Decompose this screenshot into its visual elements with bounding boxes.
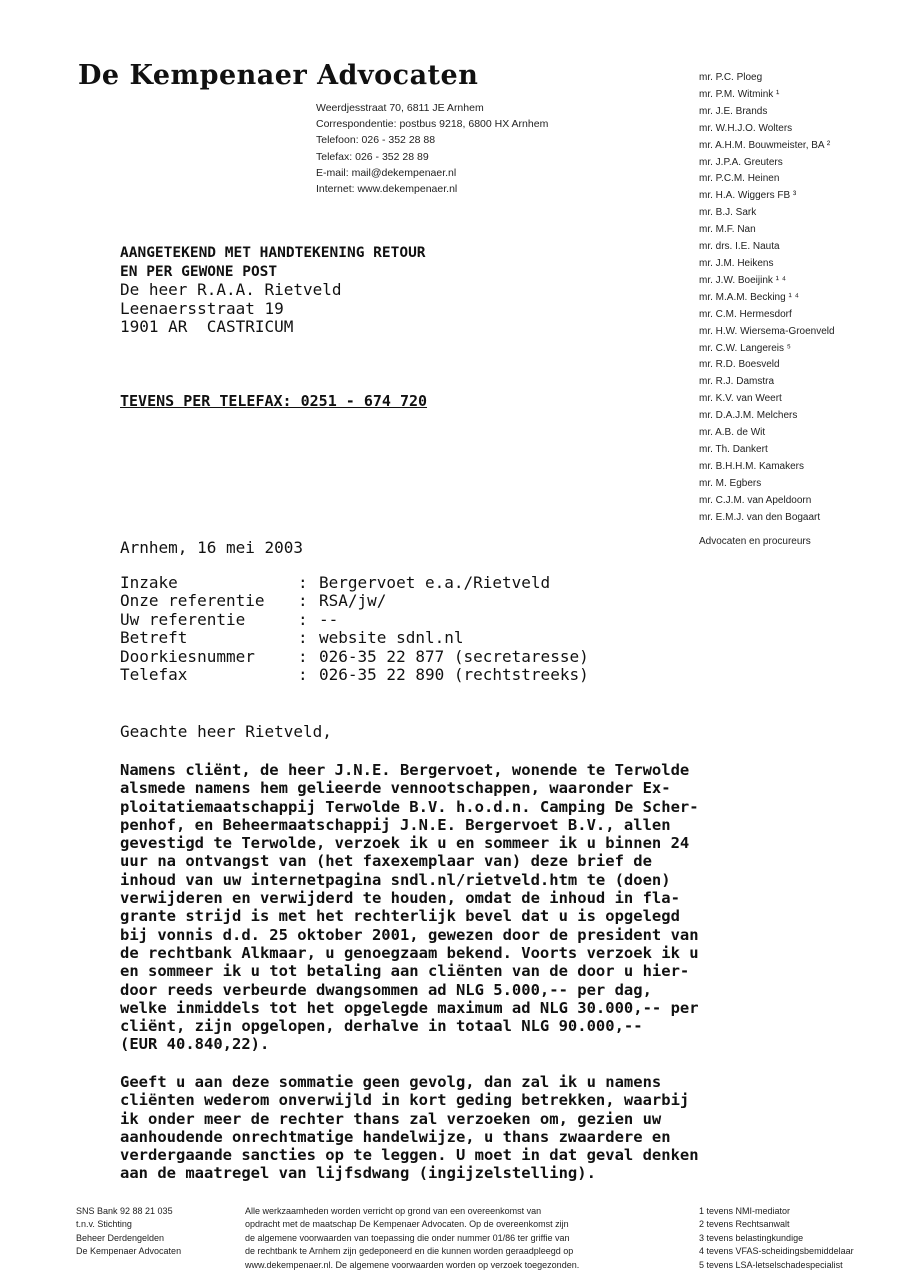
partner-name: mr. M.A.M. Becking ¹ ⁴ bbox=[699, 291, 799, 303]
partner-name: mr. D.A.J.M. Melchers bbox=[699, 410, 798, 422]
paragraph-line: Namens cliënt, de heer J.N.E. Bergervoet, wonende te Terwolde bbox=[120, 761, 690, 779]
footer-line: Beheer Derdengelden bbox=[76, 1232, 165, 1243]
footer-line: de rechtbank te Arnhem zijn gedeponeerd en die kunnen worden geraadpleegd op bbox=[245, 1246, 574, 1257]
footer-line: www.dekempenaer.nl. De algemene voorwaarden worden op verzoek toegezonden. bbox=[245, 1259, 580, 1270]
footer-line: 5 tevens LSA-letselschadespecialist bbox=[699, 1259, 843, 1270]
partner-name: mr. B.J. Sark bbox=[699, 207, 757, 219]
paragraph-line: aanhoudende onrechtmatige handelwijze, u thans zwaardere en bbox=[120, 1127, 671, 1146]
office-email: E-mail: mail@dekempenaer.nl bbox=[316, 166, 457, 179]
paragraph-line: verdergaande sancties op te leggen. U moet in dat geval denken bbox=[120, 1146, 699, 1165]
partner-name: mr. C.W. Langereis ⁵ bbox=[699, 342, 791, 354]
reference-label: Doorkiesnummer bbox=[120, 646, 255, 666]
reference-label: Uw referentie bbox=[120, 609, 246, 629]
partner-name: mr. R.J. Damstra bbox=[699, 376, 775, 388]
paragraph-line: Geeft u aan deze sommatie geen gevolg, dan zal ik u namens bbox=[120, 1073, 662, 1091]
reference-value: 026-35 22 890 (rechtstreeks) bbox=[319, 665, 589, 685]
partner-name: mr. H.W. Wiersema-Groenveld bbox=[699, 325, 835, 337]
reference-block bbox=[120, 574, 589, 684]
footer-terms bbox=[245, 1205, 579, 1272]
recipient-city: 1901 AR CASTRICUM bbox=[120, 317, 294, 336]
fax-notice: TEVENS PER TELEFAX: 0251 - 674 720 bbox=[120, 392, 428, 410]
reference-row bbox=[120, 611, 589, 629]
partner-name: mr. M.F. Nan bbox=[699, 224, 756, 236]
reference-colon: : bbox=[298, 573, 308, 592]
reference-row bbox=[120, 629, 589, 647]
reference-colon: : bbox=[298, 628, 308, 648]
paragraph-line: (EUR 40.840,22). bbox=[120, 1035, 270, 1054]
partner-name: mr. R.D. Boesveld bbox=[699, 359, 780, 371]
partner-name: mr. P.M. Witmink ¹ bbox=[699, 88, 780, 100]
paragraph-line: en sommeer ik u tot betaling aan cliënten van de door u hier- bbox=[120, 962, 690, 981]
partner-name: mr. C.J.M. van Apeldoorn bbox=[699, 494, 812, 506]
partners-closing: Advocaten en procureurs bbox=[699, 536, 811, 548]
partner-name: mr. J.M. Heikens bbox=[699, 257, 774, 269]
partner-name: mr. A.B. de Wit bbox=[699, 427, 766, 439]
partner-name: mr. H.A. Wiggers FB ³ bbox=[699, 190, 797, 202]
paragraph-line: cliënt, zijn opgelopen, derhalve in totaal NLG 90.000,-- bbox=[120, 1017, 643, 1036]
partner-name: mr. drs. I.E. Nauta bbox=[699, 241, 780, 253]
footer-line: 3 tevens belastingkundige bbox=[699, 1232, 804, 1243]
reference-row bbox=[120, 666, 589, 684]
footer-line: 4 tevens VFAS-scheidingsbemiddelaar bbox=[699, 1246, 854, 1257]
footer-line: opdracht met de maatschap De Kempenaer Advocaten. Op de overeenkomst zijn bbox=[245, 1219, 569, 1230]
footer-line: de algemene voorwaarden van toepassing die onder nummer 01/86 ter griffie van bbox=[245, 1232, 570, 1243]
paragraph-2 bbox=[120, 1073, 699, 1183]
footer-bank-details bbox=[76, 1205, 181, 1259]
reference-value: -- bbox=[319, 609, 339, 629]
delivery-instruction-2: EN PER GEWONE POST bbox=[120, 263, 278, 280]
reference-value: website sdnl.nl bbox=[319, 628, 464, 648]
paragraph-line: door reeds verbeurde dwangsommen ad NLG 5.000,-- per dag, bbox=[120, 980, 652, 999]
office-website: Internet: www.dekempenaer.nl bbox=[316, 183, 458, 196]
paragraph-line: bij vonnis d.d. 25 oktober 2001, gewezen door de president van bbox=[120, 925, 699, 944]
reference-colon: : bbox=[298, 665, 308, 685]
reference-label: Betreft bbox=[120, 628, 188, 648]
paragraph-line: uur na ontvangst van (het faxexemplaar van) deze brief de bbox=[120, 852, 652, 871]
partner-name: mr. K.V. van Weert bbox=[699, 393, 782, 405]
office-details bbox=[316, 100, 548, 197]
partner-name: mr. E.M.J. van den Bogaart bbox=[699, 511, 821, 523]
reference-colon: : bbox=[298, 591, 308, 611]
paragraph-line: de rechtbank Alkmaar, u genoegzaam bekend. Voorts verzoek ik u bbox=[120, 943, 699, 962]
reference-label: Onze referentie bbox=[120, 591, 265, 611]
partner-name: mr. C.M. Hermesdorf bbox=[699, 308, 792, 320]
recipient-block bbox=[120, 244, 426, 337]
footer-notes bbox=[699, 1205, 854, 1272]
partner-name: mr. J.P.A. Greuters bbox=[699, 156, 783, 168]
reference-colon: : bbox=[298, 609, 308, 629]
reference-value: Bergervoet e.a./Rietveld bbox=[319, 573, 551, 592]
office-fax: Telefax: 026 - 352 28 89 bbox=[316, 150, 429, 163]
paragraph-line: grante strijd is met het rechterlijk bevel dat u is opgelegd bbox=[120, 907, 680, 926]
paragraph-1 bbox=[120, 761, 699, 1054]
partner-name: mr. J.W. Boeijink ¹ ⁴ bbox=[699, 274, 787, 286]
partner-name: mr. A.H.M. Bouwmeister, BA ² bbox=[699, 139, 831, 151]
partner-name: mr. B.H.H.M. Kamakers bbox=[699, 460, 805, 472]
footer-line: De Kempenaer Advocaten bbox=[76, 1246, 182, 1257]
paragraph-line: aan de maatregel van lijfsdwang (ingijzelstelling). bbox=[120, 1164, 596, 1183]
recipient-street: Leenaersstraat 19 bbox=[120, 298, 284, 318]
reference-value: RSA/jw/ bbox=[319, 591, 387, 611]
paragraph-line: ik onder meer de rechter thans zal verzoeken om, gezien uw bbox=[120, 1109, 662, 1128]
reference-label: Telefax bbox=[120, 665, 188, 685]
footer-line: 2 tevens Rechtsanwalt bbox=[699, 1219, 790, 1230]
partner-name: mr. W.H.J.O. Wolters bbox=[699, 122, 793, 134]
footer-line: Alle werkzaamheden worden verricht op grond van een overeenkomst van bbox=[245, 1206, 542, 1216]
footer-line: SNS Bank 92 88 21 035 bbox=[76, 1206, 173, 1216]
reference-colon: : bbox=[298, 646, 308, 666]
footer-line: 1 tevens NMI-mediator bbox=[699, 1206, 791, 1216]
reference-row bbox=[120, 648, 589, 666]
firm-name: De Kempenaer Advocaten bbox=[78, 60, 479, 91]
paragraph-line: alsmede namens hem gelieerde vennootschappen, waaronder Ex- bbox=[120, 779, 671, 798]
salutation: Geachte heer Rietveld, bbox=[120, 722, 332, 741]
paragraph-line: verwijderen en verwijderd te houden, omdat de inhoud in fla- bbox=[120, 889, 680, 908]
letter-date: Arnhem, 16 mei 2003 bbox=[120, 538, 304, 557]
office-address: Weerdjesstraat 70, 6811 JE Arnhem bbox=[316, 102, 484, 114]
partner-name: mr. P.C. Ploeg bbox=[699, 72, 763, 83]
paragraph-line: ploitatiemaatschappij Terwolde B.V. h.o.d.n. Camping De Scher- bbox=[120, 797, 699, 816]
office-phone: Telefoon: 026 - 352 28 88 bbox=[316, 134, 436, 147]
partners-list bbox=[699, 70, 835, 551]
partner-name: mr. Th. Dankert bbox=[699, 443, 768, 455]
footer-line: t.n.v. Stichting bbox=[76, 1219, 132, 1230]
reference-row bbox=[120, 574, 589, 592]
paragraph-line: penhof, en Beheermaatschappij J.N.E. Bergervoet B.V., allen bbox=[120, 815, 671, 834]
reference-row bbox=[120, 592, 589, 610]
partner-name: mr. J.E. Brands bbox=[699, 105, 768, 117]
partner-name: mr. P.C.M. Heinen bbox=[699, 173, 780, 185]
office-postal-address: Correspondentie: postbus 9218, 6800 HX Arnhem bbox=[316, 118, 549, 131]
delivery-instruction: AANGETEKEND MET HANDTEKENING RETOUR bbox=[120, 245, 426, 261]
partner-name: mr. M. Egbers bbox=[699, 477, 762, 489]
paragraph-line: gevestigd te Terwolde, verzoek ik u en sommeer ik u binnen 24 bbox=[120, 834, 690, 853]
reference-label: Inzake bbox=[120, 573, 178, 592]
reference-value: 026-35 22 877 (secretaresse) bbox=[319, 646, 589, 666]
recipient-name: De heer R.A.A. Rietveld bbox=[120, 280, 342, 299]
paragraph-line: inhoud van uw internetpagina sndl.nl/rietveld.htm te (doen) bbox=[120, 870, 671, 889]
paragraph-line: cliënten wederom onverwijld in kort geding betrekken, waarbij bbox=[120, 1091, 690, 1110]
paragraph-line: welke inmiddels tot het opgelegde maximum ad NLG 30.000,-- per bbox=[120, 998, 699, 1017]
